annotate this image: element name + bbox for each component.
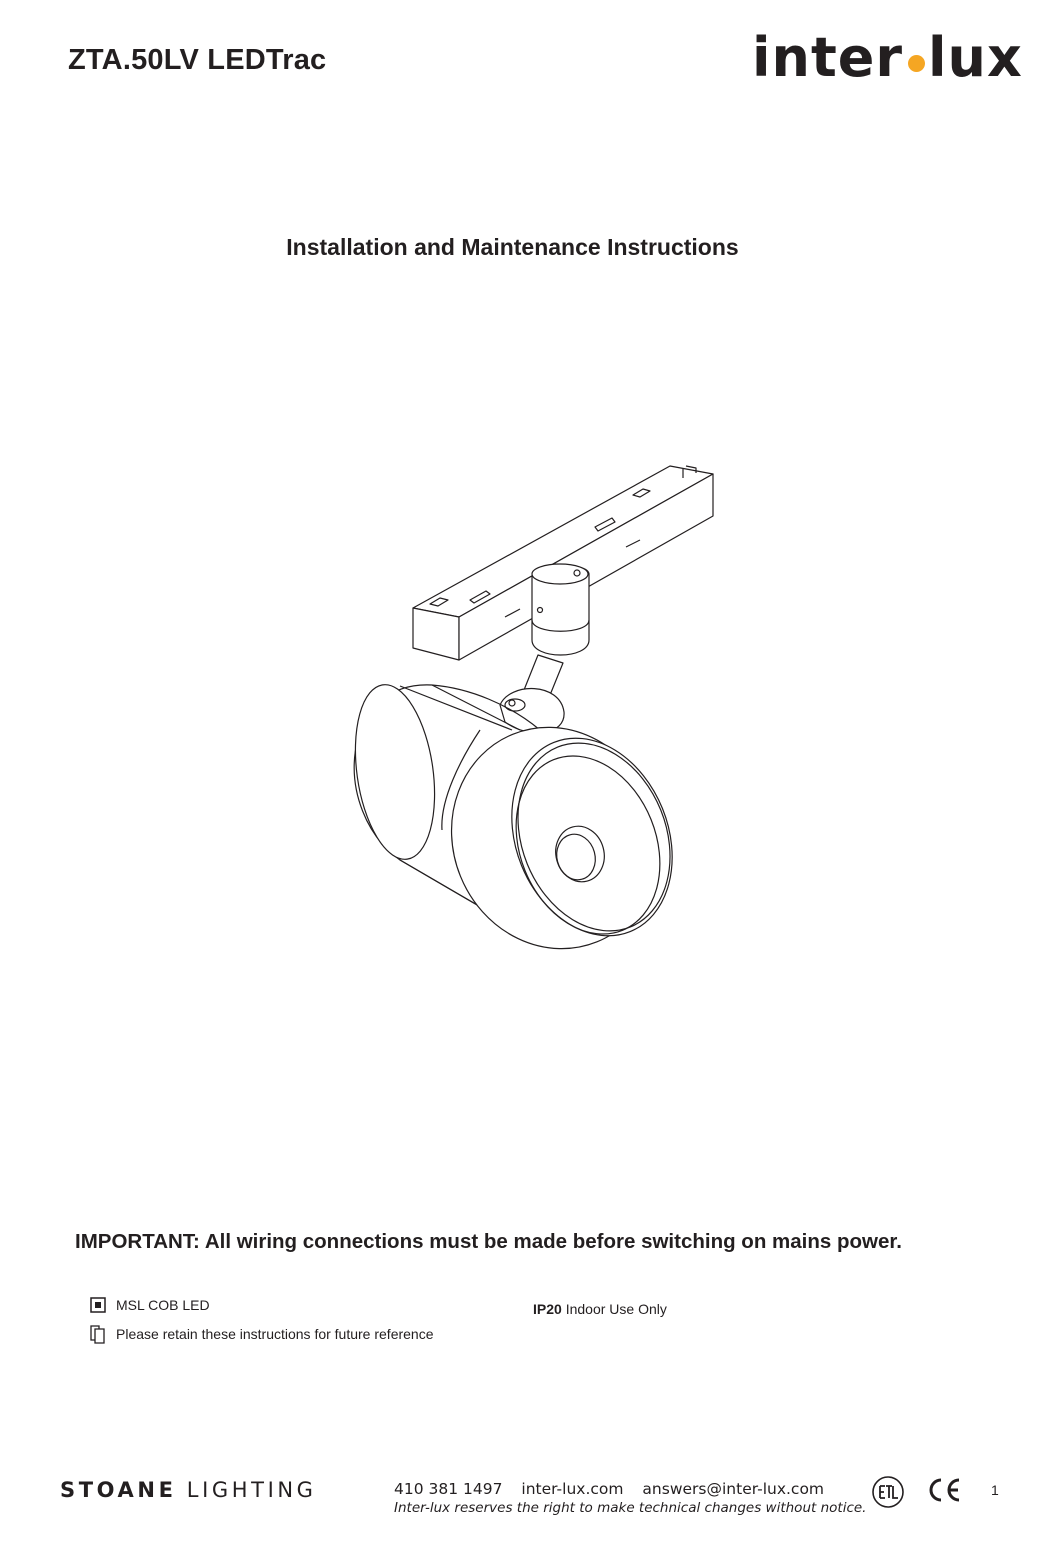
footer-contact	[394, 1480, 838, 1498]
footer-brand	[60, 1478, 317, 1502]
footer-website[interactable]: inter-lux.com	[521, 1480, 624, 1498]
footer-brand-light: LIGHTING	[186, 1478, 317, 1502]
document-copy-icon	[88, 1324, 108, 1344]
ip-text: Indoor Use Only	[565, 1301, 667, 1317]
logo-text-left: inter	[752, 26, 904, 89]
spec-retain-label: Please retain these instructions for future reference	[116, 1326, 434, 1342]
logo-text-right: lux	[928, 26, 1023, 89]
ip-rating	[533, 1301, 667, 1317]
product-title: ZTA.50LV LEDTrac	[68, 44, 327, 76]
ip-code: IP20	[533, 1301, 562, 1317]
led-chip-icon	[88, 1295, 108, 1315]
spec-led-label: MSL COB LED	[116, 1297, 210, 1313]
footer-phone[interactable]: 410 381 1497	[394, 1480, 503, 1498]
certification-marks	[870, 1472, 962, 1508]
important-notice: IMPORTANT: All wiring connections must be made before switching on mains power.	[75, 1230, 902, 1253]
spec-led	[88, 1295, 210, 1315]
document-heading: Installation and Maintenance Instructions	[286, 234, 739, 260]
logo-dot	[908, 55, 925, 72]
footer-email[interactable]: answers@inter-lux.com	[642, 1480, 825, 1498]
track-light-illustration	[340, 455, 730, 960]
footer-disclaimer: Inter-lux reserves the right to make technical changes without notice.	[394, 1500, 867, 1516]
interlux-logo	[752, 26, 1023, 89]
ce-mark-icon	[926, 1476, 962, 1504]
page-number: 1	[991, 1482, 999, 1498]
footer-brand-strong: STOANE	[60, 1478, 177, 1502]
etl-listed-mark-icon	[870, 1472, 906, 1508]
spec-retain	[88, 1324, 434, 1344]
